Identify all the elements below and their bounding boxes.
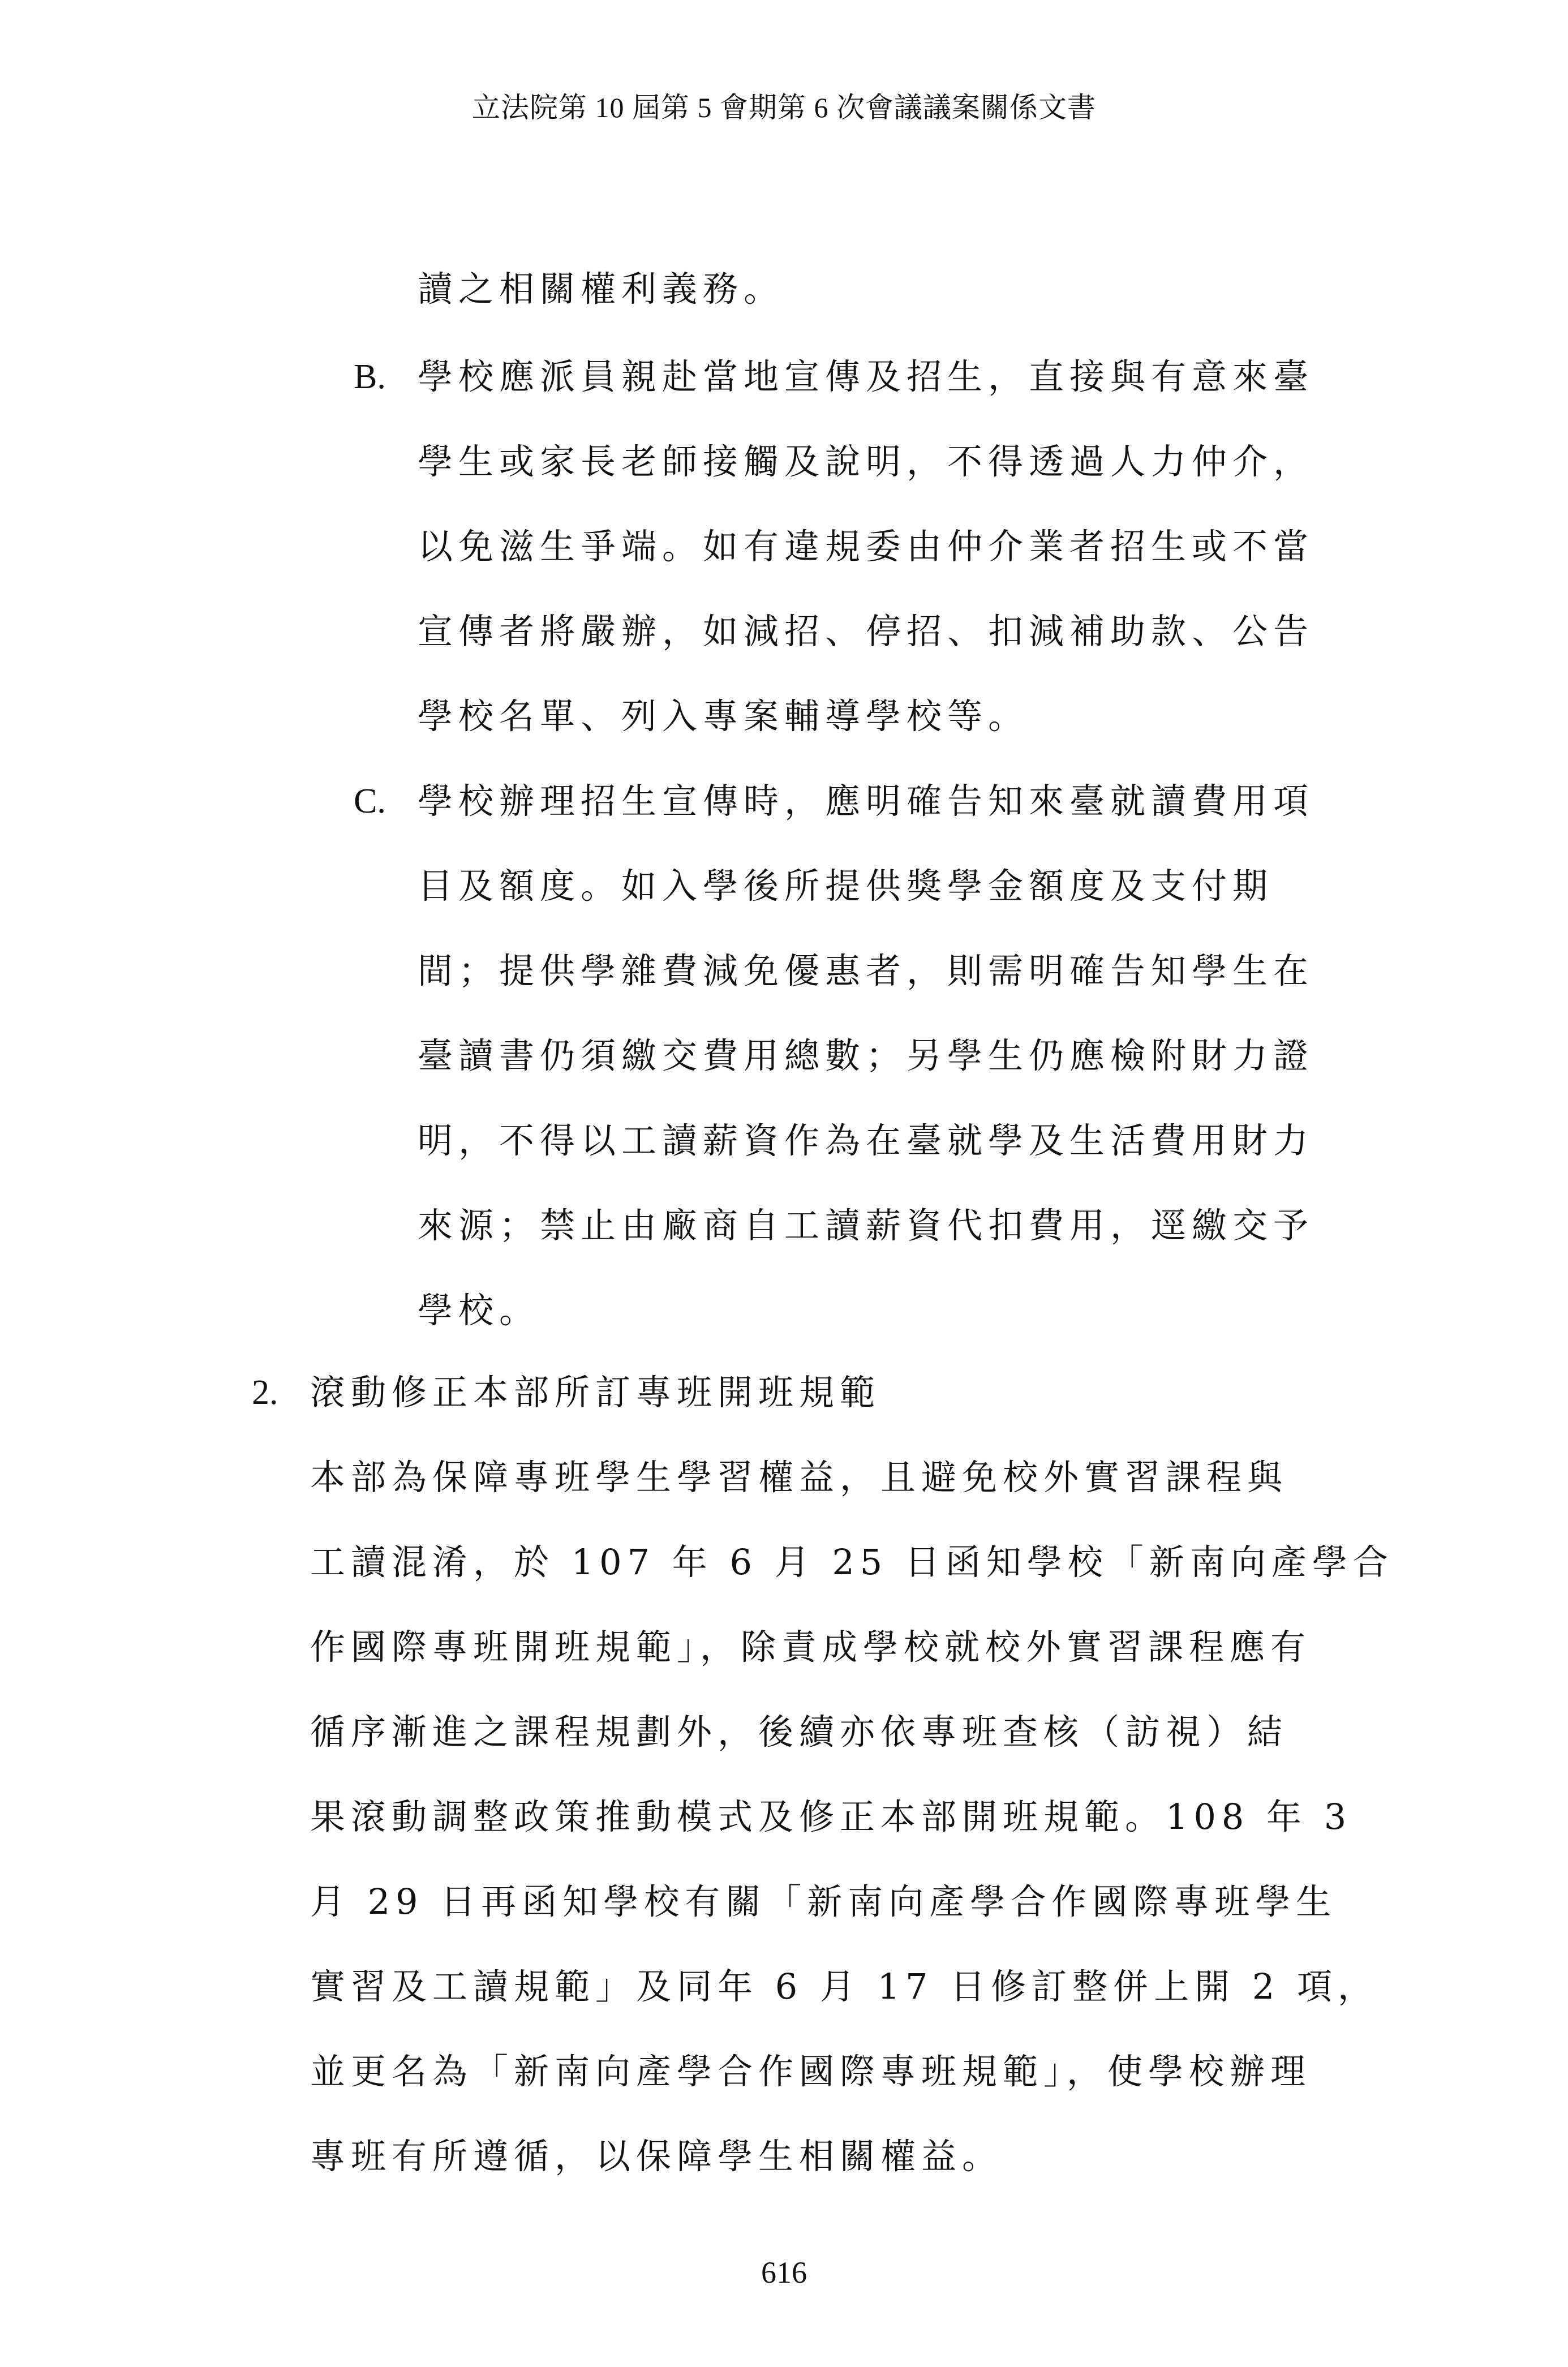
item-c-line-7: 學校。 [418,1290,540,1331]
page-number: 616 [761,2256,807,2289]
document-header: 立法院第 10 屆第 5 會期第 6 次會議議案關係文書 [472,92,1096,123]
item-c-line-1: 學校辦理招生宣傳時，應明確告知來臺就讀費用項 [418,780,1314,822]
item-c-marker: C. [354,782,386,820]
item-c-line-5: 明，不得以工讀薪資作為在臺就學及生活費用財力 [418,1120,1314,1161]
section-line-7: 實習及工讀規範」及同年 6 月 17 日修訂整併上開 2 項， [310,1966,1379,2007]
section-line-9: 專班有所遵循，以保障學生相關權益。 [310,2136,1003,2177]
section-line-2: 工讀混淆，於 107 年 6 月 25 日函知學校「新南向產學合 [310,1541,1394,1583]
section-line-8: 並更名為「新南向產學合作國際專班規範」，使學校辦理 [310,2051,1312,2092]
item-b-marker: B. [354,358,386,396]
item-c-line-3: 間；提供學雜費減免優惠者，則需明確告知學生在 [418,950,1314,991]
section-number: 2. [252,1373,278,1412]
item-b-line-1: 學校應派員親赴當地宣傳及招生，直接與有意來臺 [418,356,1314,397]
item-b-line-2: 學生或家長老師接觸及說明，不得透過人力仲介， [418,441,1314,482]
section-line-5: 果滾動調整政策推動模式及修正本部開班規範。108 年 3 [310,1796,1352,1837]
section-line-4: 循序漸進之課程規劃外，後續亦依專班查核（訪視）結 [310,1711,1288,1752]
item-b-line-5: 學校名單、列入專案輔導學校等。 [418,695,1029,737]
item-b-line-4: 宣傳者將嚴辦，如減招、停招、扣減補助款、公告 [418,611,1314,652]
section-title: 滾動修正本部所訂專班開班規範 [310,1372,881,1413]
item-c-line-4: 臺讀書仍須繳交費用總數；另學生仍應檢附財力證 [418,1035,1314,1076]
section-line-6: 月 29 日再函知學校有關「新南向產學合作國際專班學生 [310,1881,1337,1922]
section-line-1: 本部為保障專班學生學習權益，且避免校外實習課程與 [310,1457,1288,1498]
item-c-line-6: 來源；禁止由廠商自工讀薪資代扣費用，逕繳交予 [418,1205,1314,1246]
continuation-line: 讀之相關權利義務。 [418,268,785,310]
item-b-line-3: 以免滋生爭端。如有違規委由仲介業者招生或不當 [418,526,1314,567]
section-line-3: 作國際專班開班規範」，除責成學校就校外實習課程應有 [310,1626,1312,1668]
item-c-line-2: 目及額度。如入學後所提供獎學金額度及支付期 [418,865,1274,907]
